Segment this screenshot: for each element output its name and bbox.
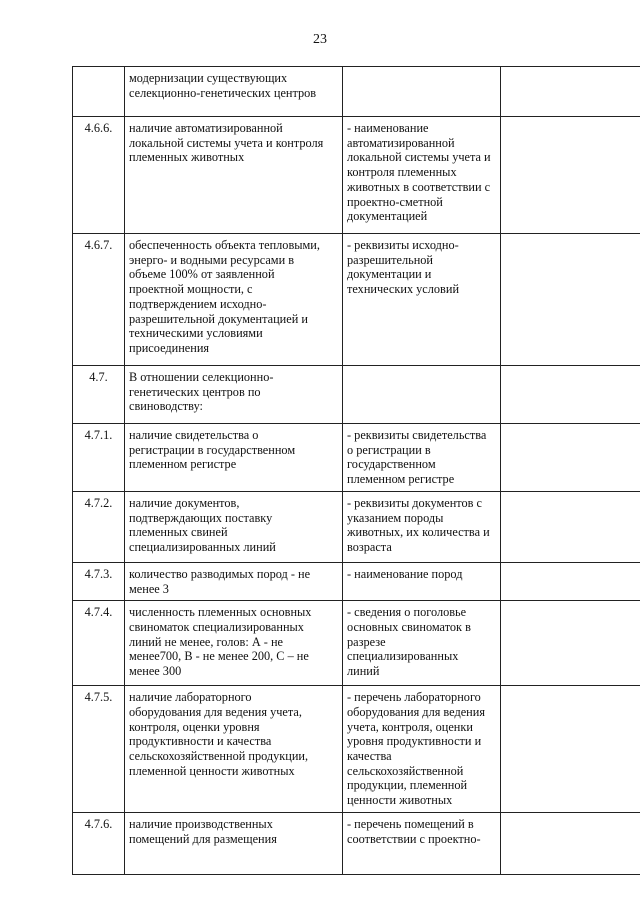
row-number: 4.7.1. xyxy=(73,424,125,492)
required-info-text-line: документацией xyxy=(347,209,428,224)
criterion-text-line: сельскохозяйственной продукции, xyxy=(129,749,309,764)
criteria-table-body xyxy=(73,67,640,875)
criterion-text-line: локальной системы учета и контроля xyxy=(129,135,324,150)
row-number: 4.7.4. xyxy=(73,601,125,686)
required-info-text-line: качества xyxy=(347,749,392,764)
criterion-cell xyxy=(125,812,343,874)
empty-cell xyxy=(501,562,640,600)
criterion-text-line: специализированных линий xyxy=(129,539,276,554)
criterion-cell xyxy=(125,491,343,562)
required-info-cell xyxy=(343,812,501,874)
required-info-text-line: указанием породы xyxy=(347,510,444,525)
criterion-cell xyxy=(125,117,343,234)
row-number: 4.6.6. xyxy=(73,117,125,234)
criterion-text-line: племенных животных xyxy=(129,150,245,165)
table-row xyxy=(73,117,640,234)
required-info-text-line: - реквизиты свидетельства xyxy=(347,428,487,442)
required-info-text-line: автоматизированной xyxy=(347,135,455,150)
required-info-text-line: - наименование xyxy=(347,121,429,135)
criterion-text-line: В отношении селекционно- xyxy=(129,370,274,384)
required-info-cell xyxy=(343,562,501,600)
criterion-text-line: присоединения xyxy=(129,340,210,355)
criterion-text-line: энерго- и водными ресурсами в xyxy=(129,252,295,267)
row-number: 4.7.6. xyxy=(73,812,125,874)
criterion-cell xyxy=(125,424,343,492)
required-info-text-line: соответствии с проектно- xyxy=(347,831,481,846)
table-row xyxy=(73,234,640,366)
required-info-text-line: ценности животных xyxy=(347,793,453,808)
required-info-text-line: - сведения о поголовье xyxy=(347,605,467,620)
criterion-text-line: объеме 100% от заявленной xyxy=(129,267,275,282)
required-info-text-line: уровня продуктивности и xyxy=(347,734,482,749)
required-info-cell xyxy=(343,117,501,234)
row-number: 4.6.7. xyxy=(73,234,125,366)
criterion-cell xyxy=(125,686,343,813)
criteria-table xyxy=(72,66,640,875)
row-number xyxy=(73,67,125,117)
required-info-text-line: государственном xyxy=(347,457,436,472)
criterion-text-line: помещений для размещения xyxy=(129,831,277,846)
required-info-text-line: - перечень лабораторного xyxy=(347,690,481,705)
empty-cell xyxy=(501,424,640,492)
required-info-text-line: основных свиноматок в xyxy=(347,619,471,634)
empty-cell xyxy=(501,67,640,117)
criterion-text-line: регистрации в государственном xyxy=(129,442,296,457)
criterion-text-line: наличие автоматизированной xyxy=(129,121,283,135)
required-info-text-line: оборудования для ведения xyxy=(347,704,485,719)
table-row xyxy=(73,812,640,874)
row-number: 4.7.3. xyxy=(73,562,125,600)
required-info-cell xyxy=(343,234,501,366)
criterion-text-line: наличие свидетельства о xyxy=(129,428,259,442)
required-info-text-line: разрезе xyxy=(347,634,386,649)
criterion-text-line: свиноводству: xyxy=(129,399,203,414)
empty-cell xyxy=(501,491,640,562)
criterion-text-line: подтверждающих поставку xyxy=(129,510,273,525)
criterion-text-line: линий не менее, голов: А - не xyxy=(129,634,283,649)
criterion-cell xyxy=(125,601,343,686)
criterion-text-line: модернизации существующих xyxy=(129,71,288,85)
criterion-text-line: обеспеченность объекта тепловыми, xyxy=(129,238,320,252)
required-info-text-line: - наименование пород xyxy=(347,566,463,581)
empty-cell xyxy=(501,812,640,874)
criterion-text-line: численность племенных основных xyxy=(129,605,312,620)
empty-cell xyxy=(501,366,640,424)
required-info-text-line: животных в соответствии с xyxy=(347,179,491,194)
criterion-text-line: разрешительной документацией и xyxy=(129,311,308,326)
required-info-text-line: сельскохозяйственной xyxy=(347,763,464,778)
criterion-cell xyxy=(125,234,343,366)
required-info-text-line: документации и xyxy=(347,267,432,282)
page-number: 23 xyxy=(313,32,327,47)
criterion-text-line: свиноматок специализированных xyxy=(129,619,304,634)
required-info-text-line: - перечень помещений в xyxy=(347,816,474,831)
required-info-text-line: проектно-сметной xyxy=(347,194,443,209)
empty-cell xyxy=(501,686,640,813)
criterion-text-line: проектной мощности, с xyxy=(129,282,253,297)
criterion-text-line: подтверждением исходно- xyxy=(129,296,267,311)
required-info-cell xyxy=(343,67,501,117)
row-number: 4.7.5. xyxy=(73,686,125,813)
table-row xyxy=(73,491,640,562)
table-row xyxy=(73,67,640,117)
empty-cell xyxy=(501,234,640,366)
required-info-text-line: специализированных xyxy=(347,649,459,664)
table-row xyxy=(73,424,640,492)
required-info-text-line: разрешительной xyxy=(347,252,434,267)
criterion-text-line: менее 300 xyxy=(129,664,182,679)
criterion-cell xyxy=(125,562,343,600)
criterion-text-line: наличие документов, xyxy=(129,495,240,510)
criterion-text-line: генетических центров по xyxy=(129,384,261,399)
required-info-text-line: - реквизиты исходно- xyxy=(347,238,459,252)
table-row xyxy=(73,562,640,600)
criterion-cell xyxy=(125,67,343,117)
table-row xyxy=(73,686,640,813)
criterion-text-line: техническими условиями xyxy=(129,326,263,341)
row-number: 4.7. xyxy=(73,366,125,424)
criterion-text-line: менее700, В - не менее 200, С – не xyxy=(129,649,309,664)
required-info-text-line: возраста xyxy=(347,539,392,554)
empty-cell xyxy=(501,601,640,686)
criterion-cell xyxy=(125,366,343,424)
criterion-text-line: оборудования для ведения учета, xyxy=(129,704,302,719)
required-info-text-line: технических условий xyxy=(347,282,460,297)
empty-cell xyxy=(501,117,640,234)
required-info-text-line: животных, их количества и xyxy=(347,525,490,540)
required-info-cell xyxy=(343,424,501,492)
table-row xyxy=(73,366,640,424)
required-info-text-line: продукции, племенной xyxy=(347,778,468,793)
required-info-text-line: о регистрации в xyxy=(347,442,431,457)
required-info-text-line: учета, контроля, оценки xyxy=(347,719,473,734)
required-info-text-line: локальной системы учета и xyxy=(347,150,491,165)
criterion-text-line: менее 3 xyxy=(129,581,169,596)
required-info-text-line: линий xyxy=(347,664,380,679)
required-info-cell xyxy=(343,601,501,686)
criterion-text-line: племенной ценности животных xyxy=(129,763,295,778)
required-info-cell xyxy=(343,491,501,562)
criterion-text-line: селекционно-генетических центров xyxy=(129,85,317,100)
required-info-text-line: контроля племенных xyxy=(347,165,457,180)
required-info-text-line: племенном регистре xyxy=(347,472,455,487)
criterion-text-line: наличие лабораторного xyxy=(129,690,252,705)
criterion-text-line: наличие производственных xyxy=(129,816,273,831)
criterion-text-line: племенных свиней xyxy=(129,525,228,540)
criterion-text-line: контроля, оценки уровня xyxy=(129,719,260,734)
table-row xyxy=(73,601,640,686)
row-number: 4.7.2. xyxy=(73,491,125,562)
criterion-text-line: племенном регистре xyxy=(129,457,237,472)
criterion-text-line: продуктивности и качества xyxy=(129,734,272,749)
required-info-cell xyxy=(343,366,501,424)
required-info-cell xyxy=(343,686,501,813)
required-info-text-line: - реквизиты документов с xyxy=(347,495,482,510)
criterion-text-line: количество разводимых пород - не xyxy=(129,566,311,581)
